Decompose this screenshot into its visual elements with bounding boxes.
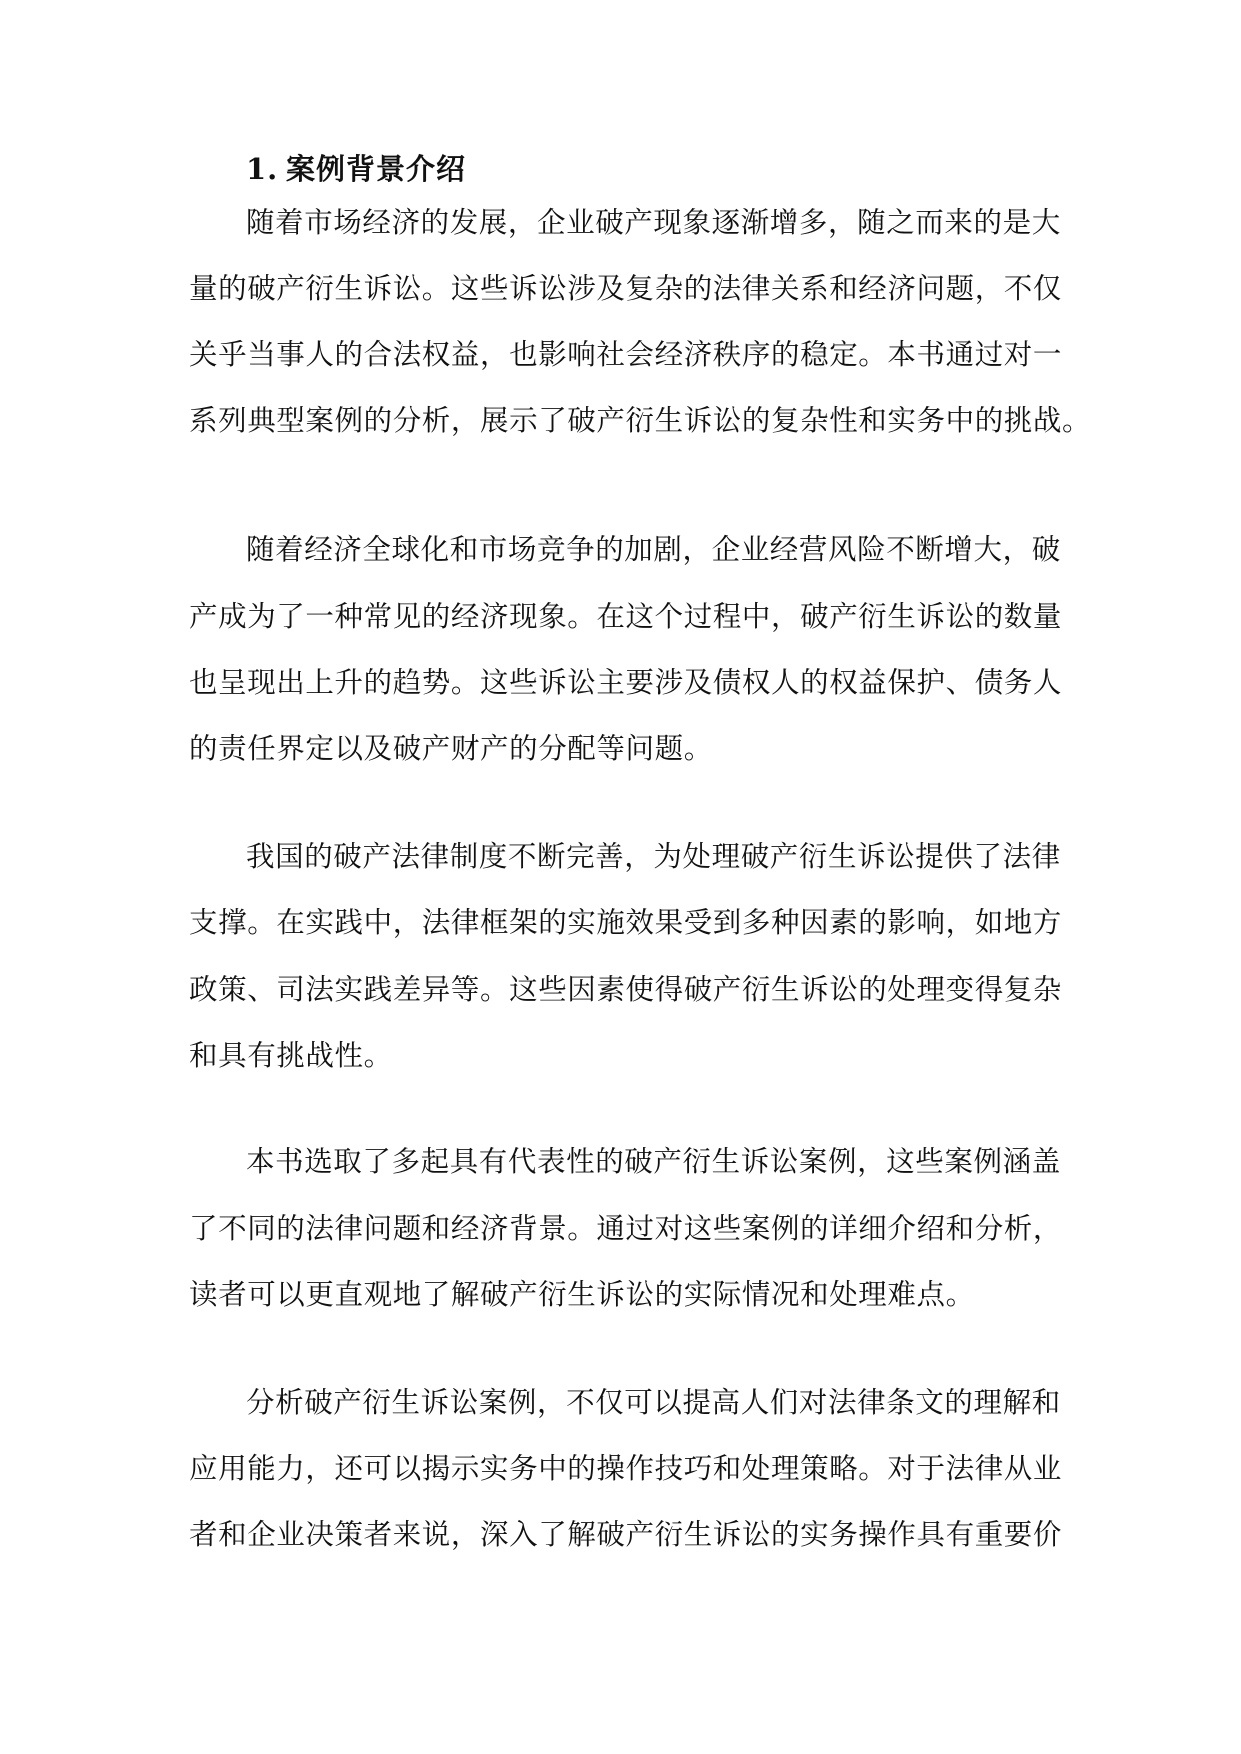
paragraph-line: 系列典型案例的分析，展示了破产衍生诉讼的复杂性和实务中的挑战。 (189, 404, 1092, 437)
paragraph-line: 分析破产衍生诉讼案例，不仅可以提高人们对法律条文的理解和 (246, 1386, 1061, 1419)
paragraph-line: 应用能力，还可以揭示实务中的操作技巧和处理策略。对于法律从业 (189, 1452, 1063, 1485)
paragraph-line: 我国的破产法律制度不断完善，为处理破产衍生诉讼提供了法律 (246, 840, 1061, 873)
paragraph-line: 了不同的法律问题和经济背景。通过对这些案例的详细介绍和分析， (189, 1212, 1063, 1245)
paragraph-line: 也呈现出上升的趋势。这些诉讼主要涉及债权人的权益保护、债务人 (189, 666, 1063, 699)
paragraph-line: 支撑。在实践中，法律框架的实施效果受到多种因素的影响，如地方 (189, 906, 1063, 939)
section-heading (246, 148, 466, 190)
paragraph-line: 读者可以更直观地了解破产衍生诉讼的实际情况和处理难点。 (189, 1278, 975, 1311)
section-number: 1. (246, 152, 279, 186)
paragraph-line: 量的破产衍生诉讼。这些诉讼涉及复杂的法律关系和经济问题，不仅 (189, 272, 1063, 305)
section-title: 案例背景介绍 (286, 152, 467, 186)
paragraph-line: 政策、司法实践差异等。这些因素使得破产衍生诉讼的处理变得复杂 (189, 973, 1063, 1006)
paragraph-line: 关乎当事人的合法权益，也影响社会经济秩序的稳定。本书通过对一 (189, 338, 1063, 371)
paragraph-line: 和具有挑战性。 (189, 1039, 393, 1072)
paragraph-line: 者和企业决策者来说，深入了解破产衍生诉讼的实务操作具有重要价 (189, 1518, 1063, 1551)
paragraph-line: 本书选取了多起具有代表性的破产衍生诉讼案例，这些案例涵盖 (246, 1145, 1061, 1178)
paragraph-line: 随着市场经济的发展，企业破产现象逐渐增多，随之而来的是大 (246, 206, 1061, 239)
paragraph-line: 随着经济全球化和市场竞争的加剧，企业经营风险不断增大，破 (246, 533, 1061, 566)
paragraph-line: 的责任界定以及破产财产的分配等问题。 (189, 732, 713, 765)
paragraph-line: 产成为了一种常见的经济现象。在这个过程中，破产衍生诉讼的数量 (189, 600, 1063, 633)
